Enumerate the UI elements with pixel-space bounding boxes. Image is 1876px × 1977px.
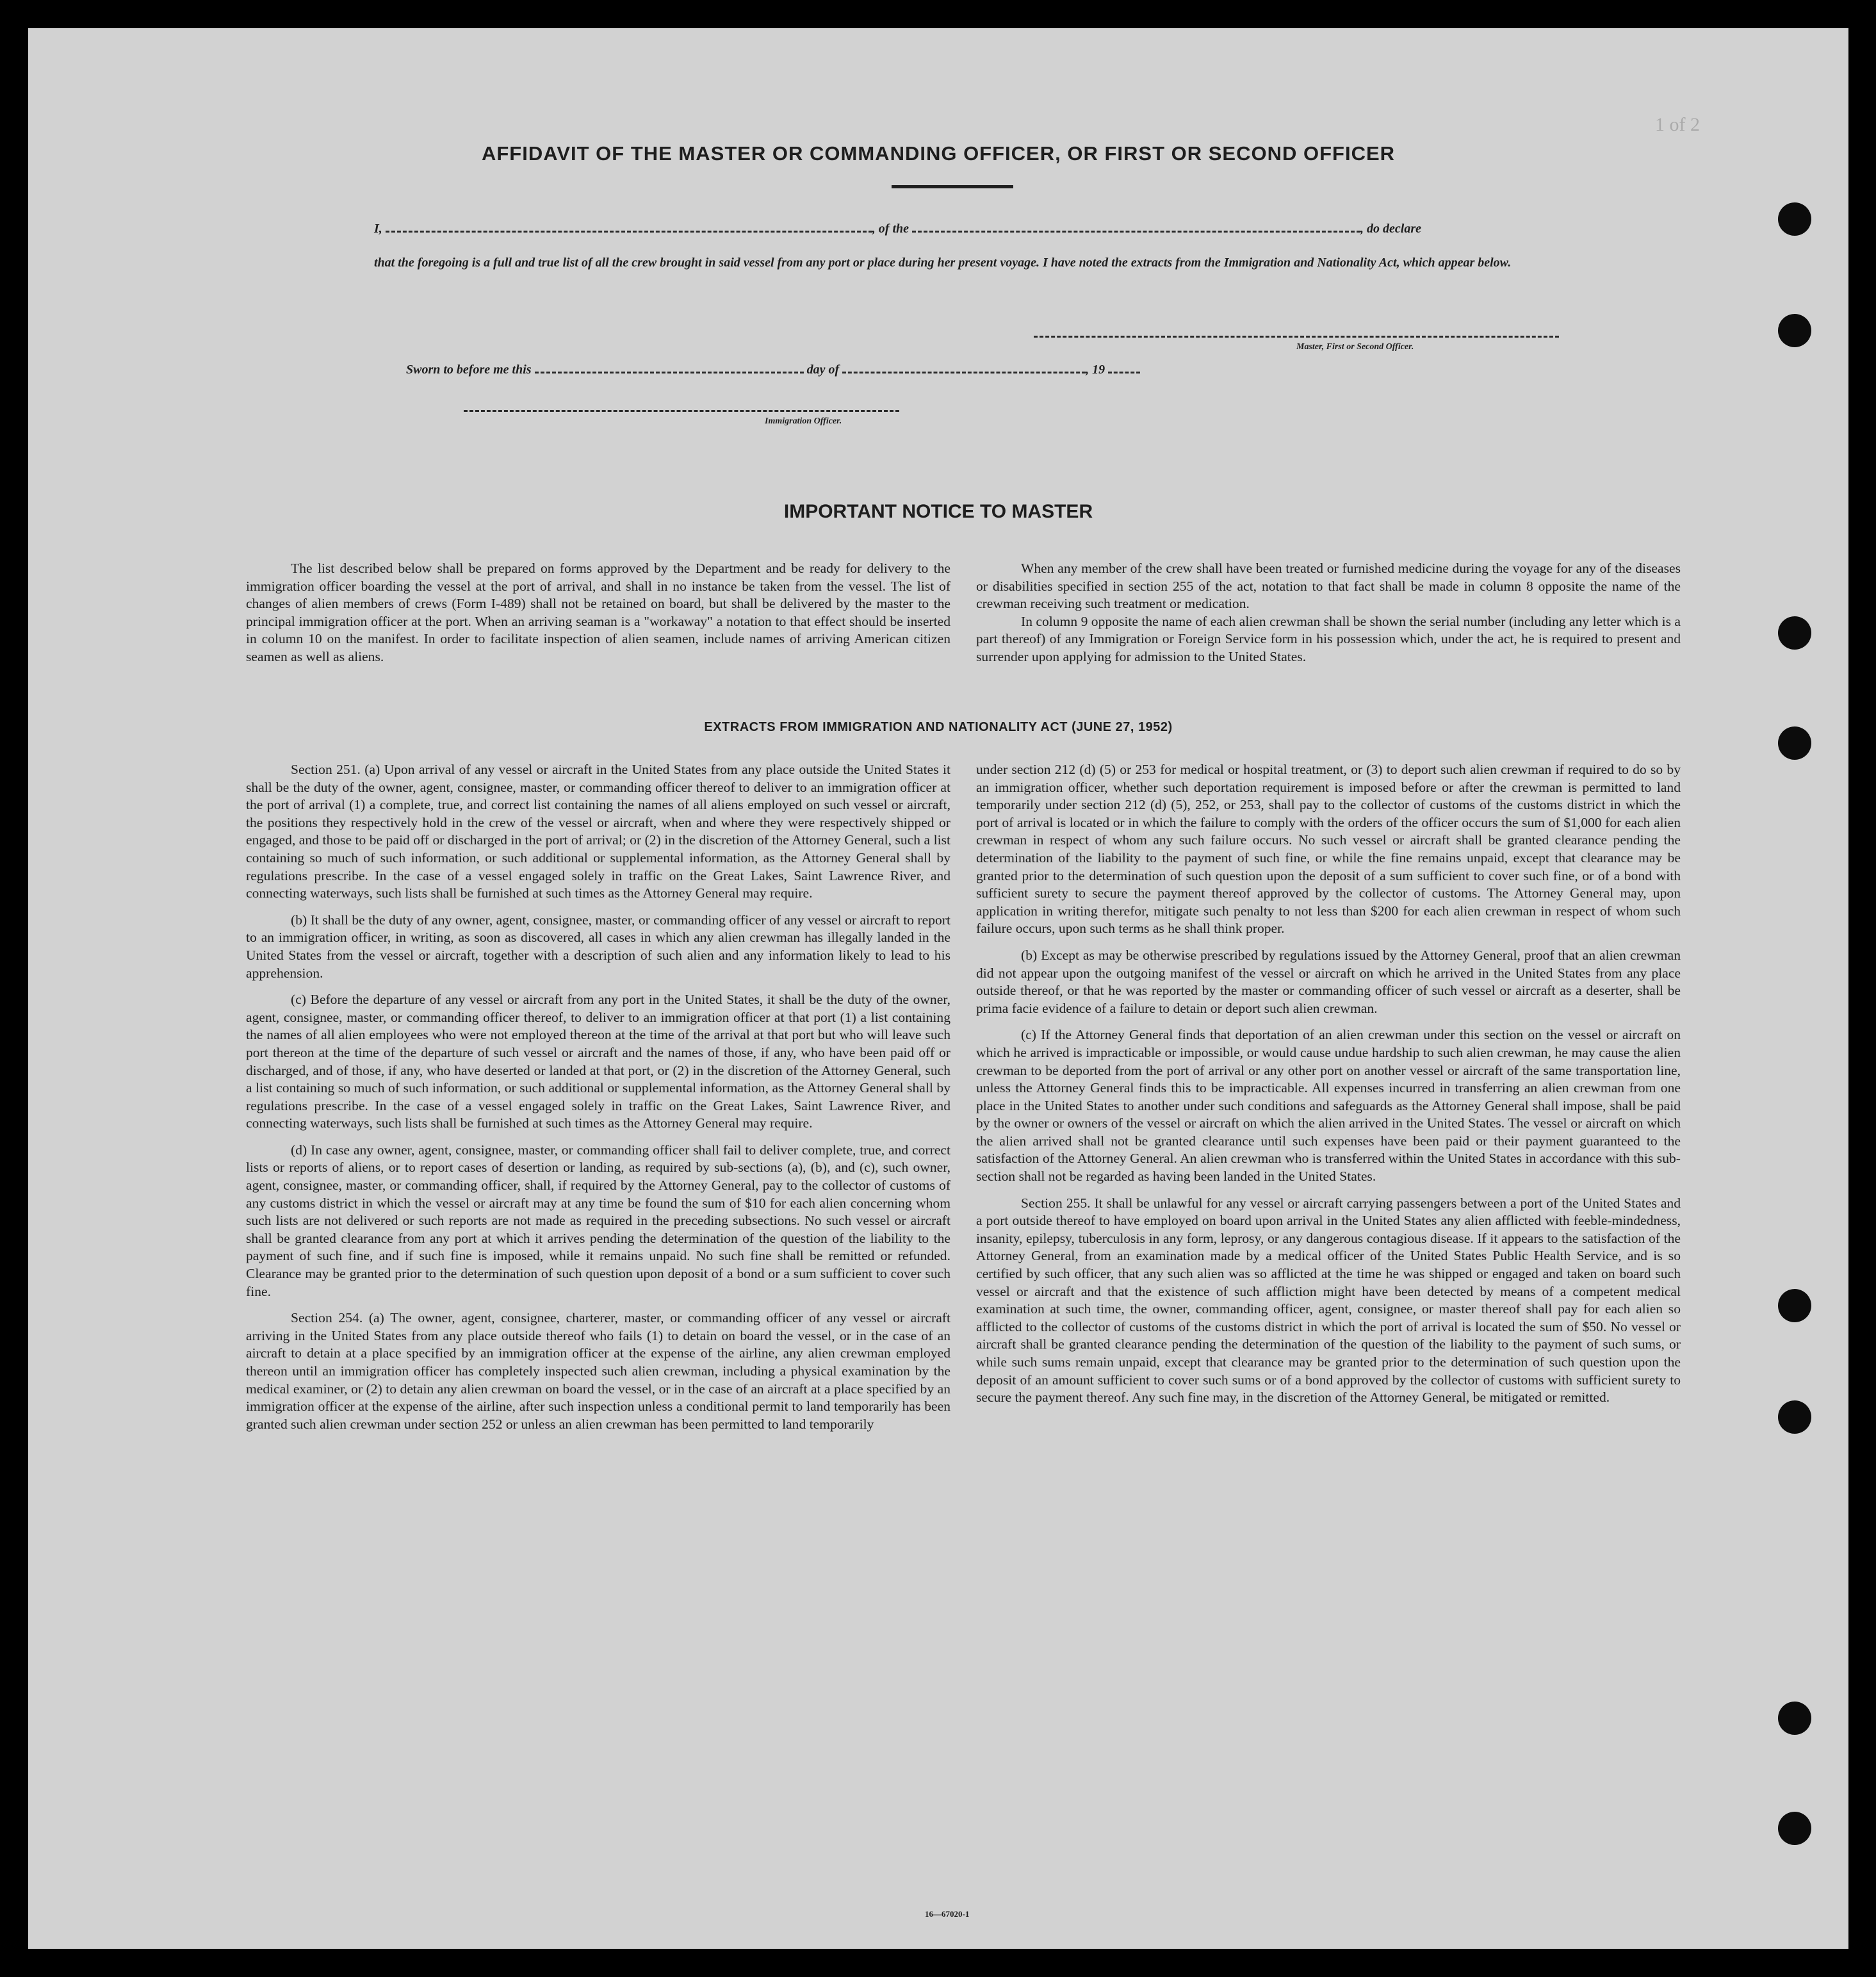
declare-i-label: I,: [374, 222, 382, 236]
notice-title: IMPORTANT NOTICE TO MASTER: [783, 501, 1093, 522]
notice-paragraph: The list described below shall be prepared on forms approved by the Department and be ready for delivery to the immigration officer boarding the vessel at the port of arrival, and shall in no instance be taken from the vessel. The list of changes of alien members of crews (Form I-489) shall not be retained on board, but shall be delivered by the master to the principal immigration officer at the port. When an arriving seaman is a "workaway" a notation to that effect should be inserted in column 10 on the manifest. In order to facilitate inspection of alien seamen, include names of arriving American citizen seamen as well as aliens.: [246, 561, 950, 664]
officer-signature-label: Immigration Officer.: [765, 416, 842, 426]
punch-hole: [1778, 1289, 1811, 1322]
master-signature-line[interactable]: [1034, 336, 1559, 338]
punch-hole: [1778, 314, 1811, 347]
punch-hole: [1778, 1702, 1811, 1735]
master-signature-label: Master, First or Second Officer.: [1296, 342, 1414, 352]
extract-paragraph: Section 251. (a) Upon arrival of any vessel or aircraft in the United States from any place outside the United States it shall be the duty of the owner, agent, consignee, master, or commanding officer thereof to deliver to an immigration officer at the port of arrival (1) a complete, true, and correct list containing the names of all aliens employed on such vessel or aircraft, the positions they respectively hold in the crew of the vessel or aircraft, when and where they were respectively shipped or engaged, and those to be paid off or discharged in the port of arrival; or (2) in the discretion of the Attorney General, such a list containing so much of such information, or such additional or supplemental information, as the Attorney General shall by regulations prescribe. In the case of a vessel engaged solely in traffic on the Great Lakes, Saint Lawrence River, and connecting waterways, such lists shall be furnished at such times as the Attorney General may require.: [246, 762, 950, 901]
extract-paragraph: Section 254. (a) The owner, agent, consignee, charterer, master, or commanding officer of any vessel or aircraft arriving in the United States from any place outside thereof who fails (1) to detain on board the vessel, or in the case of an aircraft to detain at a place specified by an immigration officer at the expense of the airline, any alien crewman employed thereon until an immigration officer has completely inspected such alien crewman, including a physical examination by the medical examiner, or (2) to detain any alien crewman on board the vessel, or in the case of an aircraft at a place specified by an immigration officer at the expense of the airline, after such inspection unless a conditional permit to land temporarily has been granted such alien crewman under section 252 or unless an alien crewman has been permitted to land temporarily: [246, 1310, 950, 1432]
year-label: , 19: [1086, 363, 1105, 377]
extract-paragraph: (c) If the Attorney General finds that deportation of an alien crewman under this section on the vessel or aircraft on which he arrived is impracticable or impossible, or would cause undue hardship to such alien crewman, he may cause the alien crewman to be deported from the port of arrival or any other port on another vessel or aircraft of the same transportation line, unless the Attorney General finds this to be impracticable. All expenses incurred in transferring an alien crewman from one place in the United States to another under such conditions and safeguards as the Attorney General shall impose, shall be paid by the owner or owners of the vessel or aircraft on which the alien arrived in the United States. The vessel or aircraft on which the alien arrived shall not be granted clearance until such expenses have been paid or their payment guaranteed to the satisfaction of the Attorney General. An alien crewman who is transferred within the United States in accordance with this sub-section shall not be regarded as having been landed in the United States.: [976, 1027, 1681, 1185]
declare-of-label: , of the: [872, 222, 909, 236]
declare-do-label: , do declare: [1360, 222, 1421, 236]
notice-paragraph: When any member of the crew shall have been treated or furnished medicine during the voyage for any of the diseases or disabilities specified in section 255 of the act, notation to that fact shall be made in column 8 opposite the name of the crewman receiving such treatment or medication.: [976, 561, 1681, 612]
corner-page-mark: 1 of 2: [1655, 114, 1700, 135]
notice-right-column: [976, 560, 1681, 666]
month-blank[interactable]: [842, 372, 1086, 373]
extract-paragraph: (d) In case any owner, agent, consignee, master, or commanding officer shall fail to deliver complete, true, and correct lists or reports of aliens, or to report cases of desertion or landing, as required by sub-sections (a), (b), and (c), such owner, agent, consignee, master, or commanding officer, shall, if required by the Attorney General, pay to the collector of customs of any customs district in which the vessel or aircraft may at any time be found the sum of $10 for each alien concerning whom such lists are not delivered or such reports are not made as required in the preceding subsections. No such vessel or aircraft shall be granted clearance from any port at which it arrives pending the determination of the question of the liability to the payment of such fine, and if such fine is imposed, while it remains unpaid. No such fine shall be remitted or refunded. Clearance may be granted prior to the determination of such question upon deposit of a bond or a sum sufficient to cover such fine.: [246, 1142, 950, 1299]
extracts-title: EXTRACTS FROM IMMIGRATION AND NATIONALITY ACT (JUNE 27, 1952): [704, 720, 1173, 734]
punch-hole: [1778, 202, 1811, 236]
declaration-line: [374, 222, 1421, 236]
vessel-blank[interactable]: [912, 231, 1360, 233]
affidavit-title: AFFIDAVIT OF THE MASTER OR COMMANDING OFFICER, OR FIRST OR SECOND OFFICER: [481, 142, 1396, 165]
extract-paragraph: Section 255. It shall be unlawful for any vessel or aircraft carrying passengers between a port of the United States and a port outside thereof to have employed on board upon arrival in the United States any alien afflicted with feeble-mindedness, insanity, epilepsy, tuberculosis in any form, leprosy, or any dangerous contagious disease. If it appears to the satisfaction of the Attorney General, from an examination made by a medical officer of the United States Public Health Service, and is so certified by such officer, that any such alien was so afflicted at the time he was shipped or engaged and taken on board such vessel or aircraft and that the existence of such affliction might have been detected by means of a competent medical examination at such time, the owner, commanding officer, agent, consignee, or master thereof shall pay for each alien so afflicted to the collector of customs of the customs district in which the port of arrival is located the sum of $50. No vessel or aircraft shall be granted clearance pending the determination of the question of the liability to the payment of such sums, or while such sums remain unpaid, except that clearance may be granted prior to the determination of such question upon the deposit of an amount sufficient to cover such sums or of a bond approved by the collector of customs with sufficient surety to secure the payment thereof. Any such fine may, in the discretion of the Attorney General, be mitigated or remitted.: [976, 1195, 1681, 1406]
sworn-line: [406, 363, 1140, 377]
extract-paragraph: (b) It shall be the duty of any owner, agent, consignee, master, or commanding officer of any vessel or aircraft to report to an immigration officer, in writing, as soon as discovered, all cases in which any alien crewman has illegally landed in the United States from the vessel or aircraft, together with a description of such alien and any information likely to lead to his apprehension.: [246, 912, 950, 981]
punch-hole: [1778, 1400, 1811, 1434]
year-blank[interactable]: [1108, 372, 1140, 373]
extract-paragraph: (c) Before the departure of any vessel or aircraft from any port in the United States, it shall be the duty of the owner, agent, consignee, master, or commanding officer thereof, to deliver to an immigration officer at that port (1) a list containing the names of all alien employees who were not employed thereon at the time of the arrival at that port but who will leave such port thereon at the time of the departure of such vessel or aircraft and the names of those, if any, who have been paid off or discharged, and of those, if any, who have deserted or landed at that port, or (2) in the discretion of the Attorney General, such a list containing so much of such information, or such additional or supplemental information, as the Attorney General shall by regulations prescribe. In the case of a vessel engaged solely in traffic on the Great Lakes, Saint Lawrence River, and connecting waterways, such lists shall be furnished at such times as the Attorney General may require.: [246, 992, 950, 1131]
sworn-date-blank[interactable]: [535, 372, 804, 373]
extract-paragraph: under section 212 (d) (5) or 253 for medical or hospital treatment, or (3) to deport such alien crewman if required to do so by an immigration officer, whether such deportation requirement is imposed before or after the crewman is permitted to land temporarily under section 212 (d) (5), 252, or 253, shall pay to the collector of customs of the customs district in which the port of arrival is located or in which the failure to comply with the orders of the officer occurs the sum of $1,000 for each alien crewman in respect of whom any such failure occurs. No such vessel or aircraft shall be granted clearance pending the determination of the liability to the payment of such fine, or while the fine remains unpaid, except that clearance may be granted prior to the determination of such question upon the deposit of a sum sufficient to cover such fine, or of a bond with sufficient surety to secure the payment thereof approved by the collector of customs. The Attorney General may, upon application in writing therefor, mitigate such penalty to not less than $200 for each alien crewman in respect of whom such failure occurs, upon such terms as he shall think proper.: [976, 762, 1681, 937]
notice-paragraph: In column 9 opposite the name of each alien crewman shall be shown the serial number (including any letter which is a part thereof) of any Immigration or Foreign Service form in his possession which, under the act, he is required to present and surrender upon applying for admission to the United States.: [976, 613, 1681, 664]
sworn-label: Sworn to before me this: [406, 363, 532, 377]
extracts-left-column: [246, 761, 950, 1433]
notice-left-column: [246, 560, 950, 666]
title-underline: [892, 185, 1013, 188]
extracts-right-column: [976, 761, 1681, 1407]
punch-hole: [1778, 1812, 1811, 1845]
name-blank[interactable]: [386, 231, 872, 233]
extract-paragraph: (b) Except as may be otherwise prescribed by regulations issued by the Attorney General, proof that an alien crewman did not appear upon the outgoing manifest of the vessel or aircraft on which he arrived in the United States from any place outside thereof, or that he was reported by the master or commanding officer of such vessel or aircraft as a deserter, shall be prima facie evidence of a failure to detain or deport such alien crewman.: [976, 947, 1681, 1016]
day-of-label: day of: [806, 363, 840, 377]
officer-signature-line[interactable]: [464, 410, 899, 412]
form-footer-code: 16—67020-1: [925, 1909, 970, 1919]
document-page: [28, 28, 1848, 1949]
punch-hole: [1778, 616, 1811, 650]
affidavit-statement: that the foregoing is a full and true list of all the crew brought in said vessel from any port or place during her present voyage. I have noted the extracts from the Immigration and Nationality Act, which appear below.: [374, 256, 1512, 270]
